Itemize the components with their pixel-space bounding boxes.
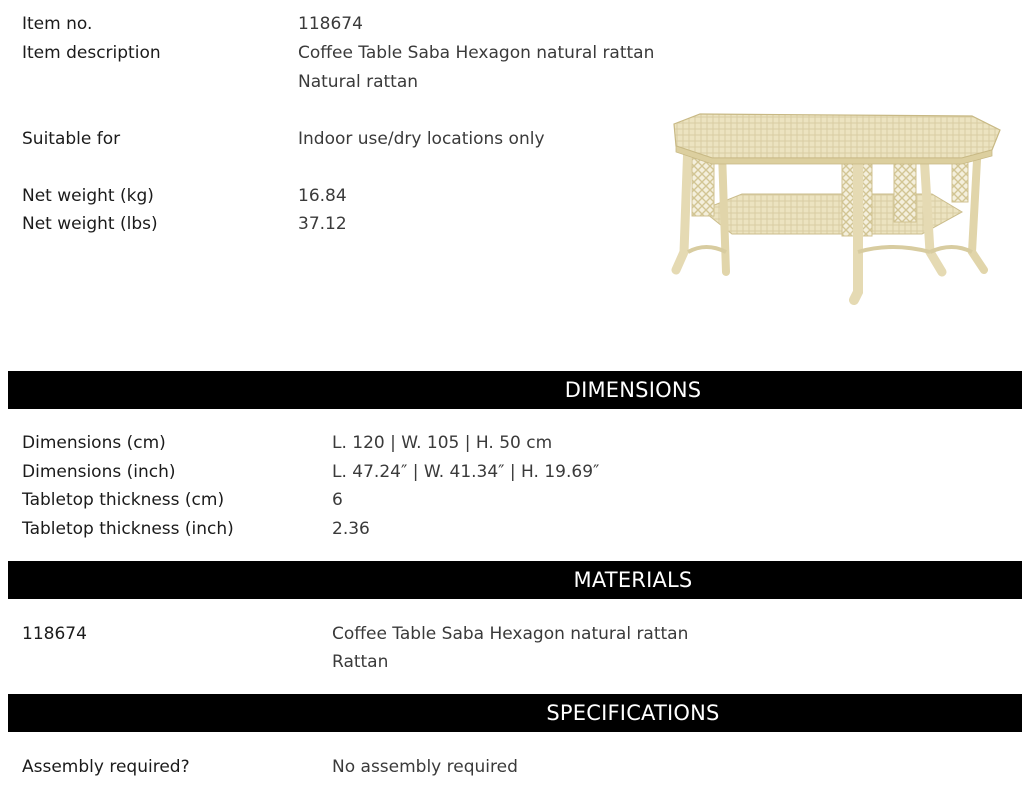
item-no-label: Item no. [22, 14, 93, 34]
product-image [662, 102, 1008, 308]
tabletop-thickness-cm-value: 6 [332, 490, 343, 510]
assembly-required-label: Assembly required? [22, 757, 190, 777]
net-weight-kg-label: Net weight (kg) [22, 186, 154, 206]
assembly-required-value: No assembly required [332, 757, 518, 777]
specifications-header [8, 694, 1022, 732]
materials-item-label: 118674 [22, 624, 87, 644]
materials-heading: MATERIALS [573, 568, 693, 592]
dimensions-cm-label: Dimensions (cm) [22, 433, 166, 453]
materials-item-value: Coffee Table Saba Hexagon natural rattan [332, 624, 689, 644]
dimensions-heading: DIMENSIONS [564, 378, 702, 402]
net-weight-kg-value: 16.84 [298, 186, 347, 206]
dimensions-inch-label: Dimensions (inch) [22, 462, 176, 482]
dimensions-header [8, 371, 1022, 409]
rattan-coffee-table-icon [662, 102, 1008, 308]
item-description-value-secondary: Natural rattan [298, 72, 419, 92]
suitable-for-value: Indoor use/dry locations only [298, 129, 545, 149]
item-description-label: Item description [22, 43, 161, 63]
specifications-heading: SPECIFICATIONS [546, 701, 720, 725]
tabletop-thickness-cm-label: Tabletop thickness (cm) [22, 490, 225, 510]
materials-item-value-secondary: Rattan [332, 652, 389, 672]
item-no-value: 118674 [298, 14, 363, 34]
item-description-value: Coffee Table Saba Hexagon natural rattan [298, 43, 655, 63]
materials-header [8, 561, 1022, 599]
suitable-for-label: Suitable for [22, 129, 121, 149]
net-weight-lbs-value: 37.12 [298, 214, 347, 234]
dimensions-cm-value: L. 120 | W. 105 | H. 50 cm [332, 433, 553, 453]
tabletop-thickness-inch-value: 2.36 [332, 519, 370, 539]
dimensions-inch-value: L. 47.24″ | W. 41.34″ | H. 19.69″ [332, 462, 600, 482]
net-weight-lbs-label: Net weight (lbs) [22, 214, 158, 234]
tabletop-thickness-inch-label: Tabletop thickness (inch) [22, 519, 234, 539]
